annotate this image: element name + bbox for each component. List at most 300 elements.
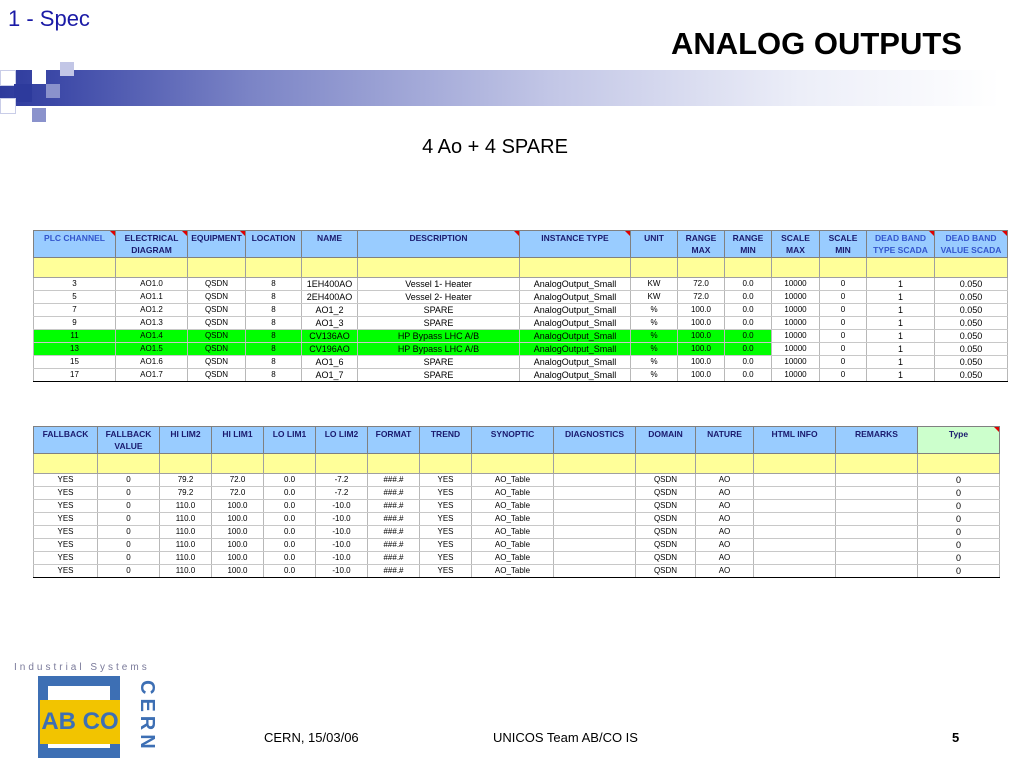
input-cell[interactable]: [935, 258, 1008, 278]
table-cell[interactable]: AO1_2: [302, 304, 358, 317]
column-header[interactable]: [98, 427, 160, 454]
table-cell[interactable]: 3: [34, 278, 116, 291]
table-cell[interactable]: AO_Table: [472, 539, 554, 552]
table-cell[interactable]: HP Bypass LHC A/B: [358, 330, 520, 343]
table-cell[interactable]: %: [631, 356, 678, 369]
table-cell[interactable]: 1EH400AO: [302, 278, 358, 291]
table-cell[interactable]: AO: [696, 513, 754, 526]
comment-marker-icon[interactable]: [994, 427, 999, 432]
table-cell[interactable]: QSDN: [636, 539, 696, 552]
input-cell[interactable]: [264, 454, 316, 474]
table-cell[interactable]: ###.#: [368, 513, 420, 526]
table-cell[interactable]: 8: [246, 304, 302, 317]
table-cell[interactable]: 13: [34, 343, 116, 356]
table-cell[interactable]: QSDN: [636, 526, 696, 539]
table-cell[interactable]: AnalogOutput_Small: [520, 369, 631, 382]
table-row: [34, 369, 1008, 382]
table-cell[interactable]: [554, 539, 636, 552]
table-cell[interactable]: QSDN: [636, 552, 696, 565]
table-cell[interactable]: %: [631, 369, 678, 382]
input-cell[interactable]: [246, 258, 302, 278]
input-cell[interactable]: [918, 454, 1000, 474]
column-header[interactable]: [820, 231, 867, 258]
table-cell[interactable]: 8: [246, 356, 302, 369]
table-cell[interactable]: 72.0: [678, 291, 725, 304]
table-cell[interactable]: [554, 474, 636, 487]
table-cell[interactable]: Vessel 1- Heater: [358, 278, 520, 291]
table-cell[interactable]: 10000: [772, 330, 820, 343]
table-cell[interactable]: 10000: [772, 278, 820, 291]
table-cell[interactable]: QSDN: [188, 278, 246, 291]
column-header[interactable]: [316, 427, 368, 454]
input-cell[interactable]: [358, 258, 520, 278]
table-cell[interactable]: AnalogOutput_Small: [520, 343, 631, 356]
table-cell[interactable]: YES: [34, 552, 98, 565]
table-cell[interactable]: 0.0: [725, 317, 772, 330]
table-cell[interactable]: AO1_6: [302, 356, 358, 369]
input-cell[interactable]: [34, 258, 116, 278]
column-header[interactable]: [420, 427, 472, 454]
table-cell[interactable]: 1: [867, 330, 935, 343]
column-header[interactable]: [554, 427, 636, 454]
table-cell[interactable]: 100.0: [212, 539, 264, 552]
input-cell[interactable]: [836, 454, 918, 474]
table-cell[interactable]: ###.#: [368, 565, 420, 578]
column-header[interactable]: [636, 427, 696, 454]
table-cell[interactable]: 100.0: [678, 343, 725, 356]
table-cell[interactable]: AO: [696, 526, 754, 539]
table-cell[interactable]: -7.2: [316, 474, 368, 487]
column-header[interactable]: [696, 427, 754, 454]
column-header[interactable]: [918, 427, 1000, 454]
table-cell[interactable]: 110.0: [160, 526, 212, 539]
table-cell[interactable]: AO_Table: [472, 565, 554, 578]
table-cell[interactable]: 0: [98, 539, 160, 552]
table-cell[interactable]: 0.0: [725, 291, 772, 304]
table-cell[interactable]: AnalogOutput_Small: [520, 317, 631, 330]
table-cell[interactable]: 1: [867, 278, 935, 291]
table-cell[interactable]: 100.0: [212, 526, 264, 539]
table-cell[interactable]: 0.0: [264, 487, 316, 500]
column-header[interactable]: [160, 427, 212, 454]
table-cell[interactable]: 0: [918, 474, 1000, 487]
table-cell[interactable]: 0.0: [264, 539, 316, 552]
table-cell[interactable]: AO_Table: [472, 487, 554, 500]
input-cell[interactable]: [302, 258, 358, 278]
table-cell[interactable]: KW: [631, 278, 678, 291]
column-header[interactable]: [246, 231, 302, 258]
table-cell[interactable]: 0.0: [264, 474, 316, 487]
table-cell[interactable]: ###.#: [368, 487, 420, 500]
table-cell[interactable]: 0.0: [725, 369, 772, 382]
table-cell[interactable]: AO_Table: [472, 526, 554, 539]
table-cell[interactable]: AO1.0: [116, 278, 188, 291]
column-header-label: INSTANCE TYPE: [541, 233, 609, 243]
table-cell[interactable]: 72.0: [212, 487, 264, 500]
table-cell[interactable]: 10000: [772, 369, 820, 382]
table-cell[interactable]: AO1.2: [116, 304, 188, 317]
table-cell[interactable]: 1: [867, 304, 935, 317]
input-cell[interactable]: [188, 258, 246, 278]
table-cell[interactable]: YES: [420, 513, 472, 526]
input-cell[interactable]: [696, 454, 754, 474]
table-cell[interactable]: AO: [696, 565, 754, 578]
table-cell[interactable]: 10000: [772, 356, 820, 369]
table-cell[interactable]: CV136AO: [302, 330, 358, 343]
table-cell[interactable]: 0.0: [264, 526, 316, 539]
table-cell[interactable]: [836, 474, 918, 487]
table-cell[interactable]: CV196AO: [302, 343, 358, 356]
table-cell[interactable]: QSDN: [188, 304, 246, 317]
table-cell[interactable]: AO: [696, 500, 754, 513]
table-cell[interactable]: QSDN: [188, 343, 246, 356]
comment-marker-icon[interactable]: [182, 231, 187, 236]
table-cell[interactable]: QSDN: [636, 513, 696, 526]
table-cell[interactable]: 1: [867, 343, 935, 356]
column-header[interactable]: [836, 427, 918, 454]
table-cell[interactable]: 100.0: [212, 500, 264, 513]
input-cell[interactable]: [554, 454, 636, 474]
column-header[interactable]: [678, 231, 725, 258]
table-cell[interactable]: 8: [246, 317, 302, 330]
table-cell[interactable]: [836, 513, 918, 526]
table-cell[interactable]: 100.0: [212, 565, 264, 578]
table-cell[interactable]: 0: [820, 278, 867, 291]
table-cell[interactable]: 110.0: [160, 565, 212, 578]
table-cell[interactable]: -10.0: [316, 565, 368, 578]
table-cell[interactable]: AnalogOutput_Small: [520, 330, 631, 343]
table-cell[interactable]: 15: [34, 356, 116, 369]
table-cell[interactable]: 10000: [772, 317, 820, 330]
table-cell[interactable]: %: [631, 317, 678, 330]
column-header[interactable]: [188, 231, 246, 258]
table-cell[interactable]: 0.0: [725, 278, 772, 291]
table-cell[interactable]: 10000: [772, 291, 820, 304]
input-cell[interactable]: [631, 258, 678, 278]
input-cell[interactable]: [678, 258, 725, 278]
column-header[interactable]: [520, 231, 631, 258]
input-cell[interactable]: [420, 454, 472, 474]
table-cell[interactable]: AO_Table: [472, 474, 554, 487]
table-cell[interactable]: AnalogOutput_Small: [520, 291, 631, 304]
table-cell[interactable]: SPARE: [358, 356, 520, 369]
table-cell[interactable]: 100.0: [678, 317, 725, 330]
table-cell[interactable]: 100.0: [678, 304, 725, 317]
table-cell[interactable]: -10.0: [316, 500, 368, 513]
comment-marker-icon[interactable]: [110, 231, 115, 236]
table-cell[interactable]: 0.0: [264, 552, 316, 565]
table-cell[interactable]: [754, 552, 836, 565]
table-cell[interactable]: 0.0: [725, 330, 772, 343]
table-cell[interactable]: [754, 487, 836, 500]
table-cell[interactable]: 8: [246, 278, 302, 291]
table-cell[interactable]: AO: [696, 552, 754, 565]
table-cell[interactable]: -10.0: [316, 526, 368, 539]
table-cell[interactable]: 0.050: [935, 343, 1008, 356]
table-cell[interactable]: YES: [420, 539, 472, 552]
input-cell[interactable]: [98, 454, 160, 474]
table-cell[interactable]: YES: [420, 500, 472, 513]
table-cell[interactable]: 5: [34, 291, 116, 304]
table-cell[interactable]: [836, 552, 918, 565]
table-cell[interactable]: -10.0: [316, 513, 368, 526]
table-cell[interactable]: AO_Table: [472, 513, 554, 526]
table-cell[interactable]: YES: [34, 539, 98, 552]
table-cell[interactable]: [836, 500, 918, 513]
table-cell[interactable]: 0: [918, 565, 1000, 578]
input-cell[interactable]: [636, 454, 696, 474]
table-cell[interactable]: [554, 500, 636, 513]
table-cell[interactable]: AO1.7: [116, 369, 188, 382]
table-cell[interactable]: QSDN: [188, 356, 246, 369]
table-cell[interactable]: AO1_3: [302, 317, 358, 330]
table-cell[interactable]: 0.050: [935, 291, 1008, 304]
table-cell[interactable]: [754, 565, 836, 578]
table-cell[interactable]: 0: [98, 513, 160, 526]
column-header[interactable]: [116, 231, 188, 258]
column-header[interactable]: [631, 231, 678, 258]
table-cell[interactable]: [836, 539, 918, 552]
table-cell[interactable]: 0: [820, 343, 867, 356]
column-header[interactable]: [34, 427, 98, 454]
table-cell[interactable]: 1: [867, 369, 935, 382]
table-cell[interactable]: 0: [98, 474, 160, 487]
table-cell[interactable]: YES: [34, 487, 98, 500]
input-cell[interactable]: [34, 454, 98, 474]
table-cell[interactable]: 110.0: [160, 539, 212, 552]
table-cell[interactable]: 100.0: [212, 513, 264, 526]
table-cell[interactable]: AO1.1: [116, 291, 188, 304]
column-header[interactable]: [34, 231, 116, 258]
table-cell[interactable]: QSDN: [188, 317, 246, 330]
table-cell[interactable]: 0: [98, 526, 160, 539]
table-cell[interactable]: YES: [34, 513, 98, 526]
table-cell[interactable]: %: [631, 343, 678, 356]
table-cell[interactable]: HP Bypass LHC A/B: [358, 343, 520, 356]
table-cell[interactable]: 0: [918, 513, 1000, 526]
table-cell[interactable]: 8: [246, 330, 302, 343]
table-cell[interactable]: QSDN: [188, 330, 246, 343]
table-cell[interactable]: 2EH400AO: [302, 291, 358, 304]
input-cell[interactable]: [772, 258, 820, 278]
input-cell[interactable]: [116, 258, 188, 278]
table-cell[interactable]: 9: [34, 317, 116, 330]
column-header[interactable]: [867, 231, 935, 258]
table-cell[interactable]: 100.0: [678, 356, 725, 369]
table-cell[interactable]: %: [631, 330, 678, 343]
comment-marker-icon[interactable]: [929, 231, 934, 236]
table-cell[interactable]: 0.0: [264, 500, 316, 513]
table-cell[interactable]: 79.2: [160, 487, 212, 500]
column-header[interactable]: [472, 427, 554, 454]
column-header[interactable]: [725, 231, 772, 258]
table-cell[interactable]: [554, 487, 636, 500]
table-cell[interactable]: %: [631, 304, 678, 317]
table-cell[interactable]: 1: [867, 317, 935, 330]
table-cell[interactable]: 0: [918, 552, 1000, 565]
table-cell[interactable]: [836, 565, 918, 578]
table-cell[interactable]: 0: [918, 526, 1000, 539]
table-cell[interactable]: 0: [820, 356, 867, 369]
table-cell[interactable]: 1: [867, 291, 935, 304]
table-cell[interactable]: AnalogOutput_Small: [520, 356, 631, 369]
input-cell[interactable]: [867, 258, 935, 278]
table-cell[interactable]: QSDN: [188, 369, 246, 382]
table-cell[interactable]: 72.0: [212, 474, 264, 487]
table-cell[interactable]: AO1.5: [116, 343, 188, 356]
table-cell[interactable]: KW: [631, 291, 678, 304]
table-cell[interactable]: 110.0: [160, 513, 212, 526]
column-header[interactable]: [368, 427, 420, 454]
input-cell[interactable]: [820, 258, 867, 278]
table-cell[interactable]: 72.0: [678, 278, 725, 291]
table-cell[interactable]: [836, 526, 918, 539]
table-cell[interactable]: AO: [696, 474, 754, 487]
table-cell[interactable]: 100.0: [678, 369, 725, 382]
table-cell[interactable]: QSDN: [636, 474, 696, 487]
table-cell[interactable]: 0: [98, 500, 160, 513]
table-cell[interactable]: 0.0: [725, 304, 772, 317]
table-cell[interactable]: 10000: [772, 304, 820, 317]
table-cell[interactable]: AO_Table: [472, 500, 554, 513]
table-cell[interactable]: QSDN: [188, 291, 246, 304]
table-cell[interactable]: 0.050: [935, 304, 1008, 317]
table-cell[interactable]: 0: [98, 552, 160, 565]
input-cell[interactable]: [754, 454, 836, 474]
table-cell[interactable]: 0: [820, 304, 867, 317]
table-cell[interactable]: YES: [420, 487, 472, 500]
table-cell[interactable]: YES: [34, 474, 98, 487]
table-cell[interactable]: AnalogOutput_Small: [520, 278, 631, 291]
table-cell[interactable]: QSDN: [636, 565, 696, 578]
table-cell[interactable]: QSDN: [636, 487, 696, 500]
table-cell[interactable]: -7.2: [316, 487, 368, 500]
table-cell[interactable]: [754, 539, 836, 552]
table-cell[interactable]: 0: [820, 369, 867, 382]
input-cell[interactable]: [520, 258, 631, 278]
table-cell[interactable]: 110.0: [160, 500, 212, 513]
table-cell[interactable]: 110.0: [160, 552, 212, 565]
table-cell[interactable]: 0: [98, 565, 160, 578]
table-cell[interactable]: YES: [34, 526, 98, 539]
table-cell[interactable]: AnalogOutput_Small: [520, 304, 631, 317]
table-cell[interactable]: 8: [246, 369, 302, 382]
table-cell[interactable]: [554, 552, 636, 565]
table-cell[interactable]: YES: [420, 526, 472, 539]
table-cell[interactable]: AO1.4: [116, 330, 188, 343]
table-cell[interactable]: 0.0: [264, 565, 316, 578]
table-cell[interactable]: 0: [918, 487, 1000, 500]
table-cell[interactable]: 8: [246, 343, 302, 356]
table-cell[interactable]: 0: [918, 500, 1000, 513]
table-cell[interactable]: QSDN: [636, 500, 696, 513]
table-cell[interactable]: AO: [696, 539, 754, 552]
table-cell[interactable]: Vessel 2- Heater: [358, 291, 520, 304]
table-cell[interactable]: [754, 474, 836, 487]
column-header[interactable]: [754, 427, 836, 454]
table-cell[interactable]: 0.050: [935, 317, 1008, 330]
input-cell[interactable]: [725, 258, 772, 278]
table-cell[interactable]: -10.0: [316, 539, 368, 552]
column-header[interactable]: [935, 231, 1008, 258]
table-cell[interactable]: 0: [820, 330, 867, 343]
column-header[interactable]: [302, 231, 358, 258]
column-header[interactable]: [212, 427, 264, 454]
table-cell[interactable]: 0.0: [725, 356, 772, 369]
table-cell[interactable]: [554, 565, 636, 578]
table-cell[interactable]: AO: [696, 487, 754, 500]
column-header[interactable]: [772, 231, 820, 258]
table-cell[interactable]: 7: [34, 304, 116, 317]
table-cell[interactable]: 0: [820, 291, 867, 304]
comment-marker-icon[interactable]: [240, 231, 245, 236]
comment-marker-icon[interactable]: [1002, 231, 1007, 236]
comment-marker-icon[interactable]: [514, 231, 519, 236]
table-cell[interactable]: YES: [420, 552, 472, 565]
table-cell[interactable]: [754, 513, 836, 526]
table-cell[interactable]: AO1_7: [302, 369, 358, 382]
table-cell[interactable]: SPARE: [358, 317, 520, 330]
table-cell[interactable]: YES: [34, 500, 98, 513]
table-cell[interactable]: [836, 487, 918, 500]
table-cell[interactable]: 8: [246, 291, 302, 304]
table-cell[interactable]: 0: [918, 539, 1000, 552]
table-cell[interactable]: 11: [34, 330, 116, 343]
table-cell[interactable]: -10.0: [316, 552, 368, 565]
table-cell[interactable]: 17: [34, 369, 116, 382]
table-cell[interactable]: 0: [98, 487, 160, 500]
table-cell[interactable]: 0.0: [264, 513, 316, 526]
table-cell[interactable]: 0.050: [935, 356, 1008, 369]
table-cell[interactable]: AO1.6: [116, 356, 188, 369]
table-cell[interactable]: [554, 526, 636, 539]
table-cell[interactable]: ###.#: [368, 552, 420, 565]
table-cell[interactable]: ###.#: [368, 539, 420, 552]
input-cell[interactable]: [160, 454, 212, 474]
table-cell[interactable]: SPARE: [358, 304, 520, 317]
table-cell[interactable]: 100.0: [212, 552, 264, 565]
table-cell[interactable]: AO1.3: [116, 317, 188, 330]
table-cell[interactable]: 100.0: [678, 330, 725, 343]
table-cell[interactable]: ###.#: [368, 526, 420, 539]
table-cell[interactable]: [754, 500, 836, 513]
input-cell[interactable]: [316, 454, 368, 474]
table-cell[interactable]: 0: [820, 317, 867, 330]
comment-marker-icon[interactable]: [625, 231, 630, 236]
table-cell[interactable]: YES: [34, 565, 98, 578]
table-cell[interactable]: SPARE: [358, 369, 520, 382]
table-cell[interactable]: 0.050: [935, 278, 1008, 291]
table-cell[interactable]: 79.2: [160, 474, 212, 487]
table-cell[interactable]: ###.#: [368, 500, 420, 513]
column-header[interactable]: [264, 427, 316, 454]
input-cell[interactable]: [212, 454, 264, 474]
table-cell[interactable]: [554, 513, 636, 526]
table-cell[interactable]: 0.050: [935, 330, 1008, 343]
table-cell[interactable]: 0.050: [935, 369, 1008, 382]
table-cell[interactable]: YES: [420, 565, 472, 578]
table-cell[interactable]: 10000: [772, 343, 820, 356]
column-header[interactable]: [358, 231, 520, 258]
table-cell[interactable]: ###.#: [368, 474, 420, 487]
input-cell[interactable]: [472, 454, 554, 474]
table-cell[interactable]: AO_Table: [472, 552, 554, 565]
table-cell[interactable]: 1: [867, 356, 935, 369]
input-cell[interactable]: [368, 454, 420, 474]
table-cell[interactable]: YES: [420, 474, 472, 487]
table-cell[interactable]: 0.0: [725, 343, 772, 356]
table-cell[interactable]: [754, 526, 836, 539]
